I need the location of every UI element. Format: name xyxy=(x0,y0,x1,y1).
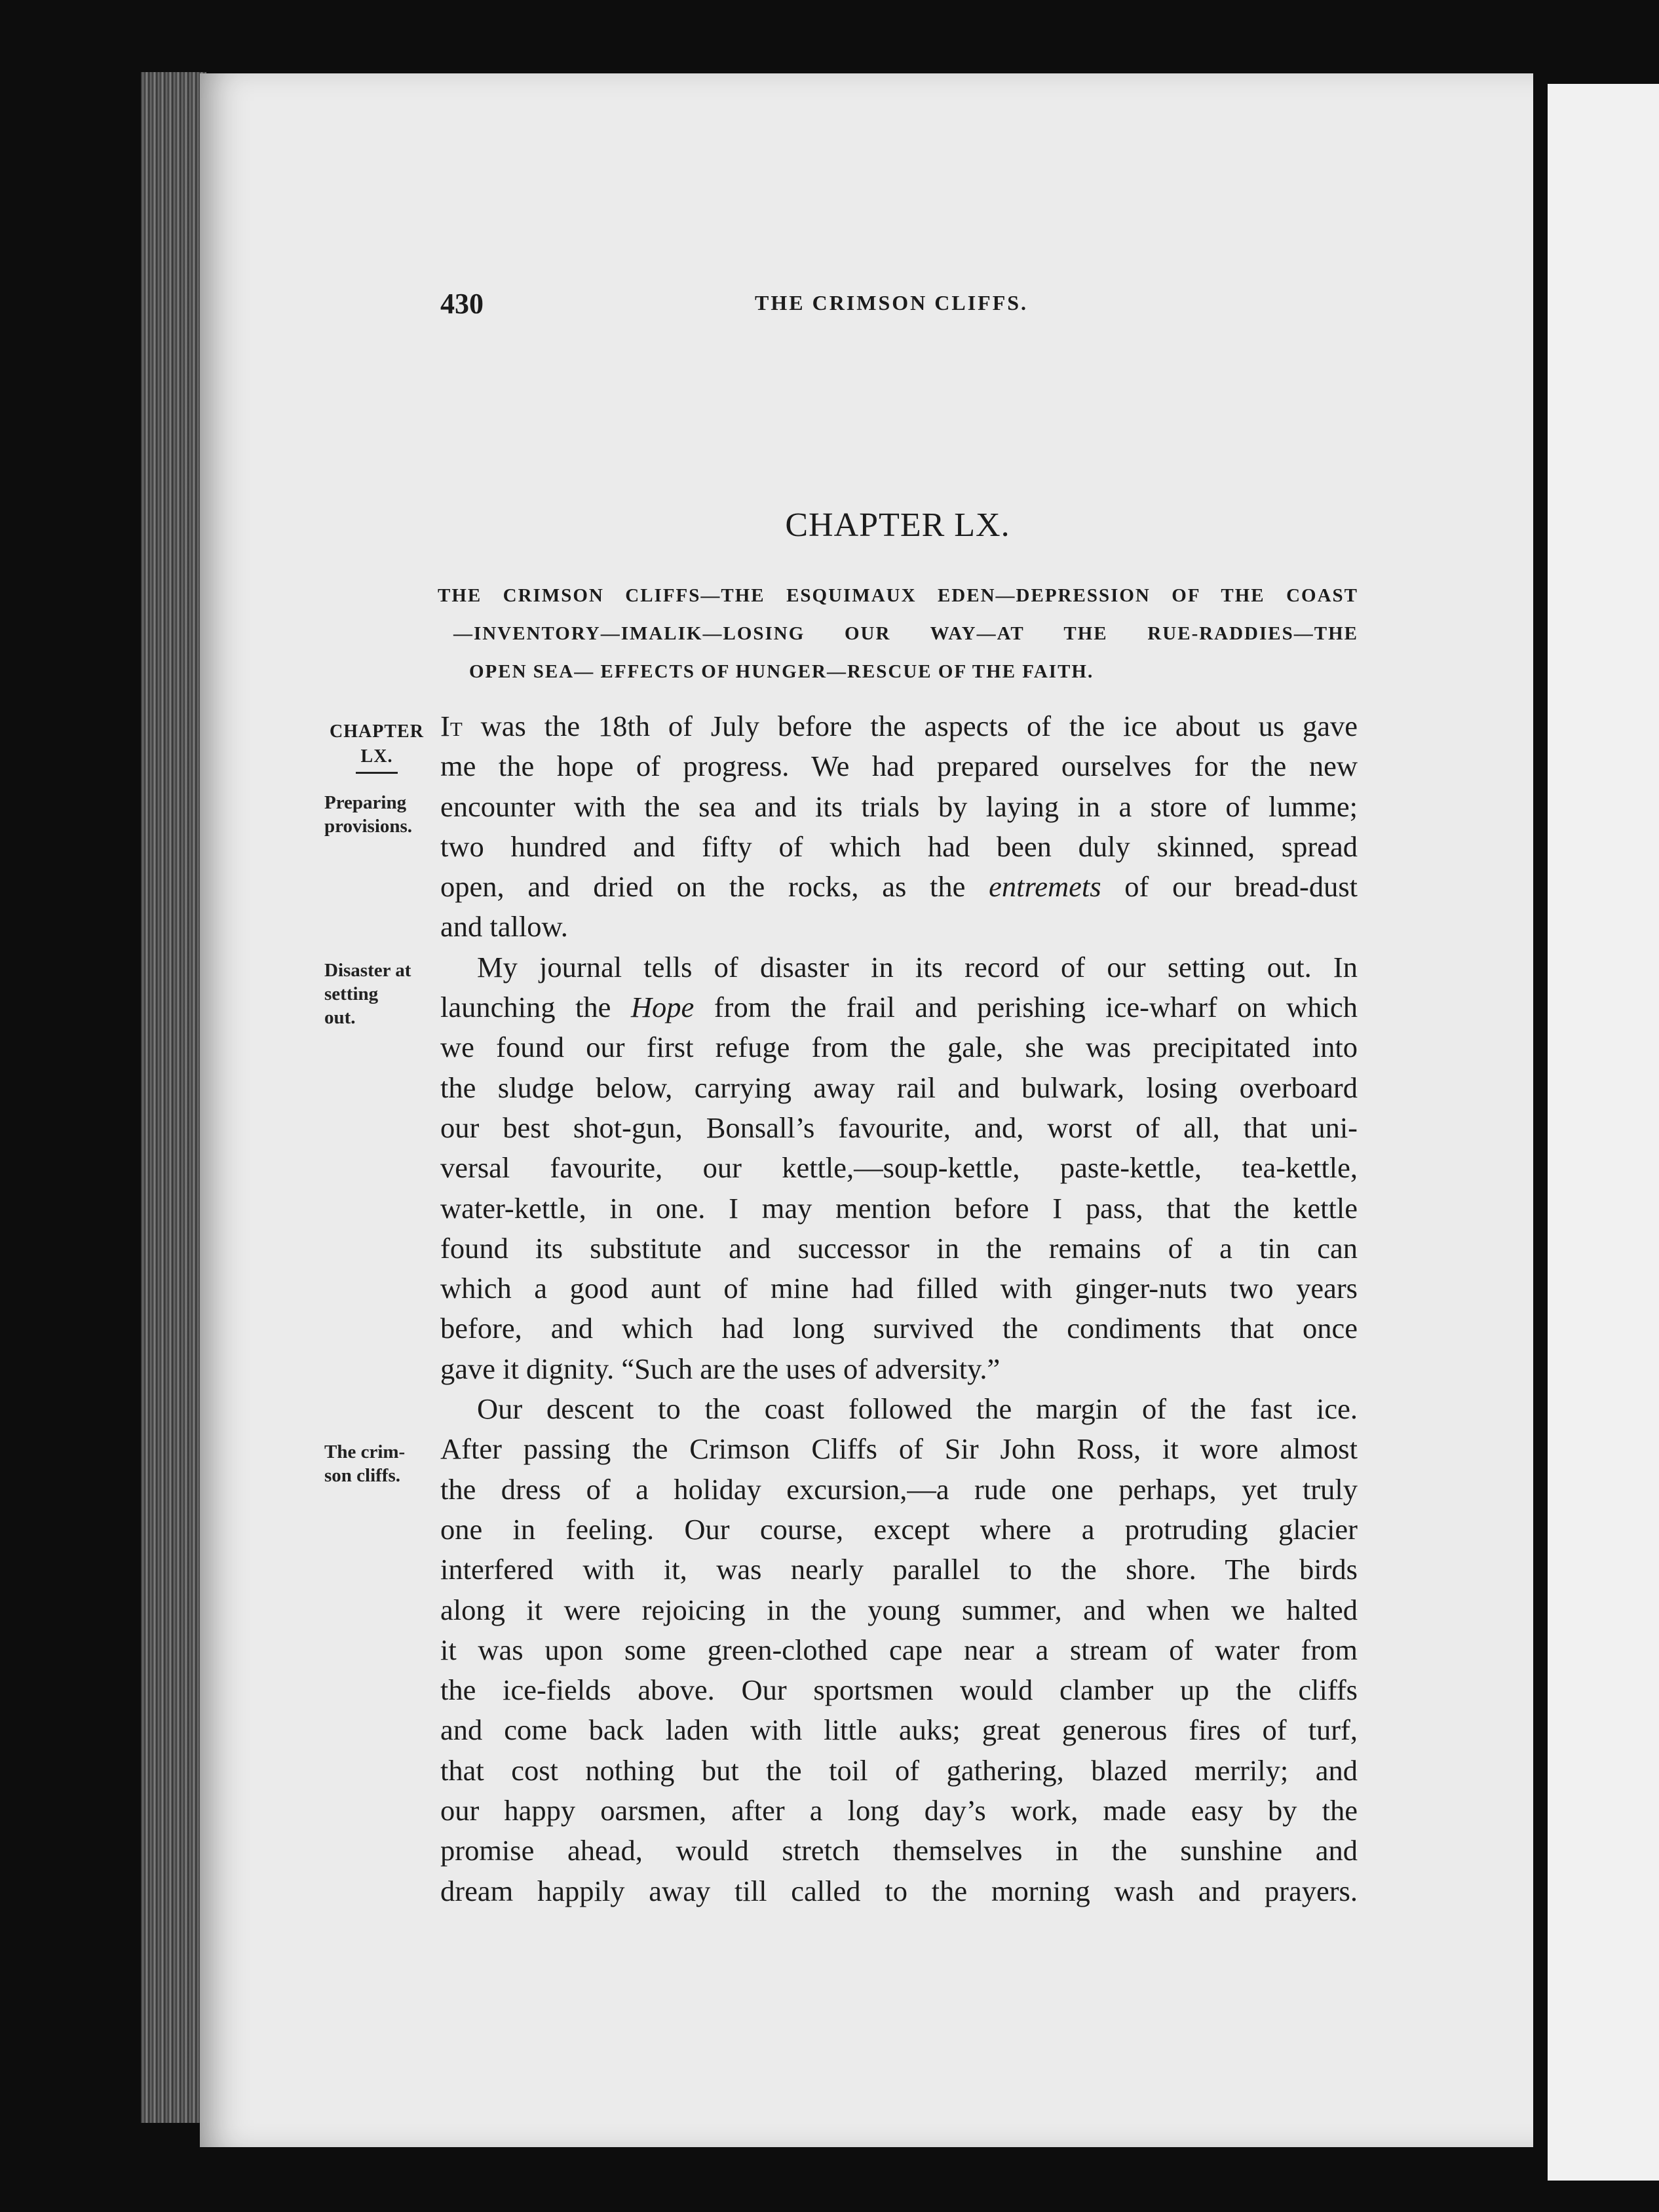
margin-note-line: setting xyxy=(324,983,379,1004)
text-line: along it were rejoicing in the young summer, and when we halted xyxy=(440,1593,1358,1626)
text-line: one in feeling. Our course, except where a protruding glacier xyxy=(440,1512,1358,1546)
text-line: and come back laden with little auks; great generous fires of turf, xyxy=(440,1713,1358,1747)
text-line: found its substitute and successor in the remains of a tin can xyxy=(440,1231,1358,1265)
book-page-edges xyxy=(141,72,206,2123)
text-line: interfered with it, was nearly parallel to the shore. The birds xyxy=(440,1553,1358,1586)
running-title: THE CRIMSON CLIFFS. xyxy=(755,291,1029,315)
chapter-title: CHAPTER LX. xyxy=(785,506,1010,544)
text-fragment: was the 18th of July before the aspects of the ice about us gave xyxy=(480,710,1358,742)
margin-chapter-number: LX. xyxy=(360,746,393,767)
text-line: the dress of a holiday excursion,—a rude one perhaps, yet truly xyxy=(440,1472,1358,1506)
margin-note-line: provisions. xyxy=(324,816,413,837)
text-line: the sludge below, carrying away rail and bulwark, losing overboard xyxy=(440,1071,1358,1104)
italic-word: entremets xyxy=(989,870,1101,904)
text-line xyxy=(440,706,1358,746)
text-line: me the hope of progress. We had prepared ourselves for the new xyxy=(440,750,1358,783)
margin-note-line: Disaster at xyxy=(324,960,411,981)
text-line: our happy oarsmen, after a long day’s work, made easy by the xyxy=(440,1794,1358,1827)
margin-note-disaster xyxy=(324,959,442,1029)
text-line: promise ahead, would stretch themselves in the sunshine and xyxy=(440,1834,1358,1867)
margin-rule xyxy=(356,772,398,774)
text-line: it was upon some green-clothed cape near a stream of water from xyxy=(440,1633,1358,1666)
text-line: water-kettle, in one. I may mention before I pass, that the kettle xyxy=(440,1191,1358,1225)
facing-page-edge xyxy=(1548,84,1659,2181)
running-head xyxy=(440,287,1358,326)
text-line: which a good aunt of mine had filled with ginger-nuts two years xyxy=(440,1272,1358,1305)
italic-word: Hope xyxy=(630,991,695,1024)
margin-note-chapter xyxy=(324,719,429,774)
text-fragment: of our bread-dust xyxy=(1124,870,1358,904)
text-line: that cost nothing but the toil of gathering, blazed merrily; and xyxy=(440,1753,1358,1787)
margin-note-line: out. xyxy=(324,1007,356,1028)
text-line: Our descent to the coast followed the margin of the fast ice. xyxy=(477,1392,1358,1426)
drop-word: It xyxy=(440,710,463,742)
text-line: After passing the Crimson Cliffs of Sir John Ross, it wore almost xyxy=(440,1432,1358,1466)
synopsis-line: THE CRIMSON CLIFFS—THE ESQUIMAUX EDEN—DEPRESSION OF THE COAST xyxy=(438,585,1358,606)
text-line: the ice-fields above. Our sportsmen would clamber up the cliffs xyxy=(440,1673,1358,1707)
margin-note-line: The crim- xyxy=(324,1441,406,1462)
text-line xyxy=(440,987,1358,1027)
chapter-synopsis xyxy=(438,577,1358,691)
text-line: and tallow. xyxy=(440,910,568,944)
margin-note-crimson xyxy=(324,1440,442,1487)
text-line: before, and which had long survived the condiments that once xyxy=(440,1312,1358,1345)
text-line: dream happily away till called to the morning wash and prayers. xyxy=(440,1874,1358,1907)
text-line: gave it dignity. “Such are the uses of adversity.” xyxy=(440,1352,1001,1385)
text-line: two hundred and fifty of which had been duly skinned, spread xyxy=(440,830,1358,863)
synopsis-line: —INVENTORY—IMALIK—LOSING OUR WAY—AT THE RUE-RADDIES—THE xyxy=(453,623,1358,644)
page-number: 430 xyxy=(440,288,484,320)
text-fragment: launching the xyxy=(440,991,611,1024)
margin-note-line: son cliffs. xyxy=(324,1465,400,1486)
text-line xyxy=(440,867,1358,907)
text-fragment: open, and dried on the rocks, as the xyxy=(440,870,966,904)
text-line: My journal tells of disaster in its record of our setting out. In xyxy=(477,950,1358,983)
margin-note-line: Preparing xyxy=(324,792,407,813)
text-line: we found our first refuge from the gale, she was precipitated into xyxy=(440,1031,1358,1064)
text-line: versal favourite, our kettle,—soup-kettle, paste-kettle, tea-kettle, xyxy=(440,1151,1358,1185)
synopsis-line: OPEN SEA— EFFECTS OF HUNGER—RESCUE OF THE FAITH. xyxy=(469,661,1094,682)
text-fragment: from the frail and perishing ice-wharf on which xyxy=(714,991,1358,1024)
margin-note-preparing xyxy=(324,791,442,838)
text-line: our best shot-gun, Bonsall’s favourite, and, worst of all, that uni- xyxy=(440,1111,1358,1144)
body-text xyxy=(440,706,1358,1911)
margin-chapter-label: CHAPTER xyxy=(330,721,424,742)
text-line: encounter with the sea and its trials by laying in a store of lumme; xyxy=(440,790,1358,823)
